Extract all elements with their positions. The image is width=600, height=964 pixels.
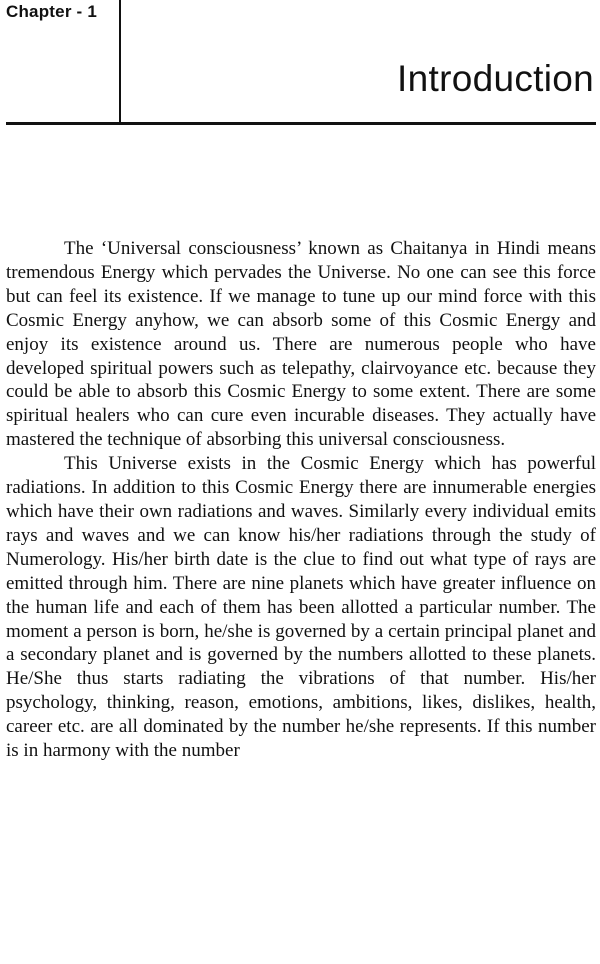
paragraph-2: This Universe exists in the Cosmic Energy which has powerful radiations. In addition to this Cosmic Energy there are innumerable energies which have their own radiations and waves. Similarly every individual emits rays and waves and we can know his/her radiations through the study of Numerology. His/her birth date is the clue to find out what type of rays are emitted through him. There are nine planets which have greater influence on the human life and each of them has been allotted a particular number. The moment a person is born, he/she is governed by a certain principal planet and a secondary planet and is governed by the numbers allotted to these planets. He/She thus starts radiating the vibrations of that number. His/her psychology, thinking, reason, emotions, ambitions, likes, dislikes, health, career etc. are all dominated by the number he/she represents. If this number is in harmony with the number [6, 453, 596, 762]
header-horizontal-rule [6, 122, 596, 125]
chapter-label: Chapter - 1 [6, 2, 97, 21]
chapter-title: Introduction [397, 58, 594, 99]
paragraph-1: The ‘Universal consciousness’ known as Chaitanya in Hindi means tremendous Energy which pervades the Universe. No one can see this force but can feel its existence. If we manage to tune up our mind force with this Cosmic Energy anyhow, we can absorb some of this Cosmic Energy and enjoy its existence around us. There are numerous people who have developed spiritual powers such as telepathy, clairvoyance etc. because they could be able to absorb this Cosmic Energy to some extent. There are some spiritual healers who can cure even incurable diseases. They actually have mastered the technique of absorbing this universal consciousness. [6, 238, 596, 451]
body-text [6, 237, 596, 763]
header-vertical-rule [119, 0, 121, 124]
